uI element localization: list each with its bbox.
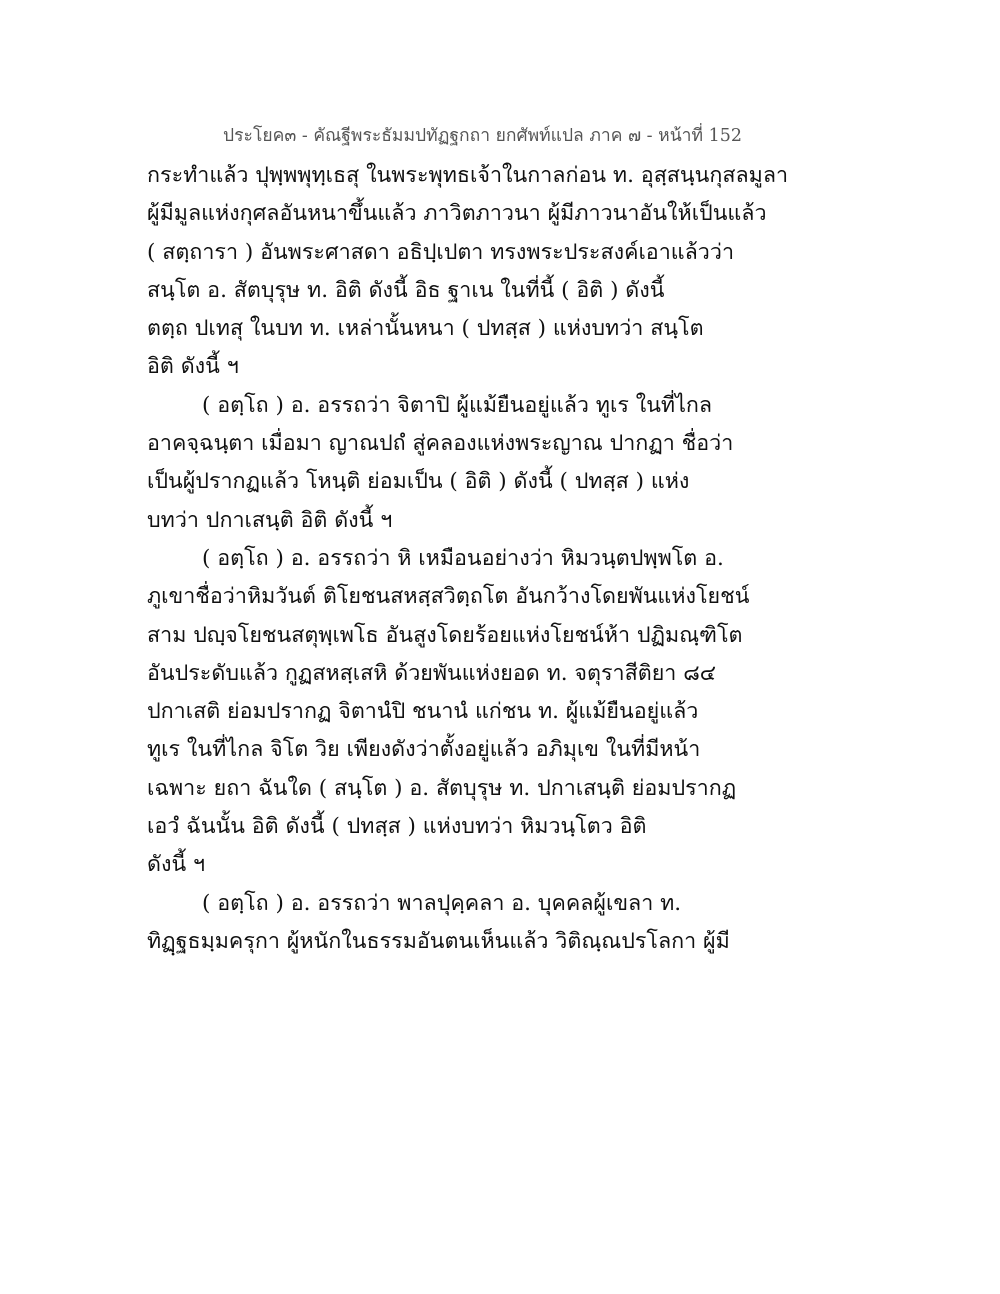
text-line: ผู้มีมูลแห่งกุศลอันหนาขึ้นแล้ว ภาวิตภาวนา ผู้มีภาวนาอันให้เป็นแล้ว <box>147 201 767 227</box>
text-line: ภูเขาชื่อว่าหิมวันต์ ติโยชนสหสฺสวิตฺถโต อันกว้างโดยพันแห่งโยชน์ <box>147 584 750 610</box>
text-line: ดังนี้ ฯ <box>147 852 206 878</box>
text-line: อันประดับแล้ว กูฏสหสฺเสหิ ด้วยพันแห่งยอด ท. จตุราสีติยา ๘๔ <box>147 660 717 686</box>
page-header: ประโยค๓ - คัณฐีพระธัมมปทัฏฐกถา ยกศัพท์แปล ภาค ๗ - หน้าที่ 152 <box>223 126 742 146</box>
text-line: เอวํ ฉันนั้น อิติ ดังนี้ ( ปทสฺส ) แห่งบทว่า หิมวนฺโตว อิติ <box>147 814 647 840</box>
text-line: ตตฺถ ปเทสุ ในบท ท. เหล่านั้นหนา ( ปทสฺส ) แห่งบทว่า สนฺโต <box>147 316 704 342</box>
text-line: ( อตฺโถ ) อ. อรรถว่า พาลปุคฺคลา อ. บุคคลผู้เขลา ท. <box>202 890 682 916</box>
text-line: ( สตฺถารา ) อันพระศาสดา อธิปฺเปตา ทรงพระประสงค์เอาแล้วว่า <box>147 239 735 265</box>
text-line: อาคจฺฉนฺตา เมื่อมา ญาณปถํ สู่คลองแห่งพระญาณ ปากฏา ชื่อว่า <box>147 431 734 457</box>
text-line: สาม ปญฺจโยชนสตุพฺเพโธ อันสูงโดยร้อยแห่งโยชน์ห้า ปฏิมณฺฑิโต <box>147 622 743 648</box>
text-line: ปกาเสติ ย่อมปรากฏ จิตานํปิ ชนานํ แก่ชน ท. ผู้แม้ยืนอยู่แล้ว <box>147 699 699 725</box>
text-line: ( อตฺโถ ) อ. อรรถว่า จิตาปิ ผู้แม้ยืนอยู่แล้ว ทูเร ในที่ไกล <box>202 392 713 418</box>
document-body <box>147 157 789 961</box>
text-line: บทว่า ปกาเสนฺติ อิติ ดังนี้ ฯ <box>147 507 393 533</box>
text-line: ( อตฺโถ ) อ. อรรถว่า หิ เหมือนอย่างว่า หิมวนฺตปพฺพโต อ. <box>202 545 724 571</box>
text-line: กระทำแล้ว ปุพฺพพุทฺเธสุ ในพระพุทธเจ้าในกาลก่อน ท. อุสฺสนฺนกุสลมูลา <box>147 163 789 188</box>
text-line: อิติ ดังนี้ ฯ <box>147 354 239 380</box>
text-line: ทูเร ในที่ไกล จิโต วิย เพียงดังว่าตั้งอยู่แล้ว อภิมุเข ในที่มีหน้า <box>147 737 701 763</box>
text-line: เป็นผู้ปรากฏแล้ว โหนฺติ ย่อมเป็น ( อิติ ) ดังนี้ ( ปทสฺส ) แห่ง <box>147 469 690 495</box>
text-line: ทิฏฺฐธมฺมครุกา ผู้หนักในธรรมอันตนเห็นแล้ว วิติณฺณปรโลกา ผู้มี <box>147 928 730 954</box>
text-line: เฉพาะ ยถา ฉันใด ( สนฺโต ) อ. สัตบุรุษ ท. ปกาเสนฺติ ย่อมปรากฏ <box>147 775 737 801</box>
text-line: สนฺโต อ. สัตบุรุษ ท. อิติ ดังนี้ อิธ ฐาเน ในที่นี้ ( อิติ ) ดังนี้ <box>147 277 665 303</box>
